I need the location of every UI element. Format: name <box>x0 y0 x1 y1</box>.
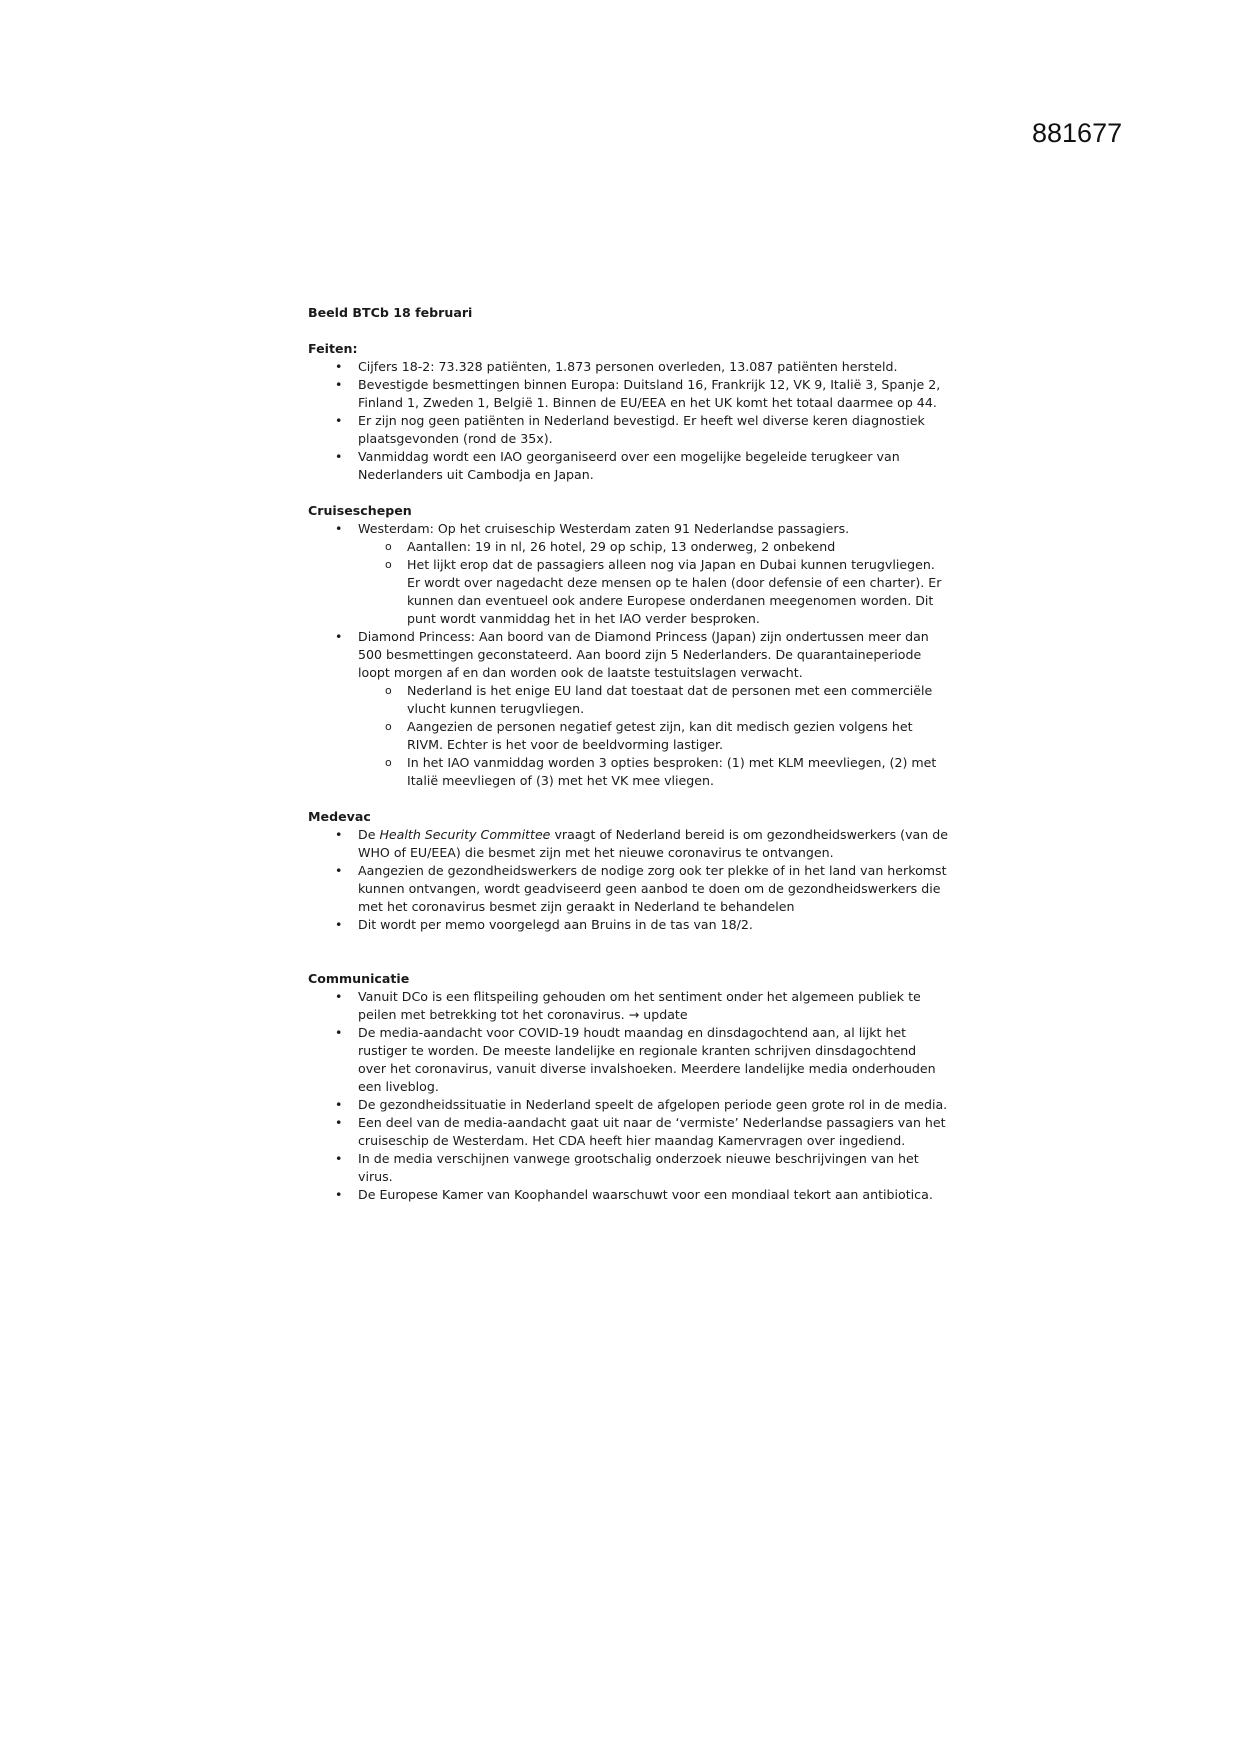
section-heading: Feiten: <box>308 341 358 356</box>
list-item: • De media-aandacht voor COVID-19 houdt maandag en dinsdagochtend aan, al lijkt het rustiger te worden. De meeste landelijke en regionale kranten schrijven dinsdagochtend over het coronavirus, vanuit diverse invalshoeken. Meerdere landelijke media onderhouden een liveblog. <box>308 1024 948 1096</box>
list-item: • In de media verschijnen vanwege grootschalig onderzoek nieuwe beschrijvingen van het virus. <box>308 1150 948 1186</box>
list-item: • Cijfers 18-2: 73.328 patiënten, 1.873 personen overleden, 13.087 patiënten hersteld. <box>308 358 948 376</box>
sub-list <box>358 538 948 628</box>
sub-list <box>358 682 948 790</box>
list-item: • Er zijn nog geen patiënten in Nederland bevestigd. Er heeft wel diverse keren diagnostiek plaatsgevonden (rond de 35x). <box>308 412 948 448</box>
list-item: • Aangezien de gezondheidswerkers de nodige zorg ook ter plekke of in het land van herkomst kunnen ontvangen, wordt geadviseerd geen aanbod te doen om de gezondheidswerkers die met het coronavirus besmet zijn geraakt in Nederland te behandelen <box>308 862 948 916</box>
bullet-list <box>308 520 948 790</box>
list-item <box>308 628 948 790</box>
document-number: 881677 <box>1032 118 1123 148</box>
sub-list-item: o Aantallen: 19 in nl, 26 hotel, 29 op schip, 13 onderweg, 2 onbekend <box>358 538 948 556</box>
list-item-text: Westerdam: Op het cruiseschip Westerdam zaten 91 Nederlandse passagiers. <box>358 521 850 536</box>
section-cruiseschepen <box>308 502 948 790</box>
document-body <box>308 304 948 1204</box>
sub-list-item: o Het lijkt erop dat de passagiers alleen nog via Japan en Dubai kunnen terugvliegen. Er wordt over nagedacht deze mensen op te halen (door defensie of een charter). Er kunnen dan eventueel ook andere Europese onderdanen meegenomen worden. Dit punt wordt vanmiddag het in het IAO verder besproken. <box>358 556 948 628</box>
list-item: • Dit wordt per memo voorgelegd aan Bruins in de tas van 18/2. <box>308 916 948 934</box>
list-item: • De Europese Kamer van Koophandel waarschuwt voor een mondiaal tekort aan antibiotica. <box>308 1186 948 1204</box>
document-title: Beeld BTCb 18 februari <box>308 305 473 320</box>
section-heading: Communicatie <box>308 971 410 986</box>
section-feiten <box>308 340 948 484</box>
section-medevac <box>308 808 948 934</box>
sub-list-item: o In het IAO vanmiddag worden 3 opties besproken: (1) met KLM meevliegen, (2) met Italië meevliegen of (3) met het VK mee vliegen. <box>358 754 948 790</box>
list-item: • Vanmiddag wordt een IAO georganiseerd over een mogelijke begeleide terugkeer van Nederlanders uit Cambodja en Japan. <box>308 448 948 484</box>
list-item: • Bevestigde besmettingen binnen Europa: Duitsland 16, Frankrijk 12, VK 9, Italië 3, Spanje 2, Finland 1, Zweden 1, België 1. Binnen de EU/EEA en het UK komt het totaal daarmee op 44. <box>308 376 948 412</box>
section-heading: Medevac <box>308 809 371 824</box>
bullet-list <box>308 826 948 934</box>
committee-name: Health Security Committee <box>379 827 551 842</box>
list-item: • De gezondheidssituatie in Nederland speelt de afgelopen periode geen grote rol in de media. <box>308 1096 948 1114</box>
list-item <box>308 826 948 862</box>
bullet-list <box>308 358 948 484</box>
list-item-text: vraagt of Nederland bereid is om gezondheidswerkers (van de WHO of EU/EEA) die besmet zijn met het nieuwe coronavirus te ontvangen. <box>358 827 948 860</box>
list-item <box>308 520 948 628</box>
list-item: • Een deel van de media-aandacht gaat uit naar de ‘vermiste’ Nederlandse passagiers van het cruiseschip de Westerdam. Het CDA heeft hier maandag Kamervragen over ingediend. <box>308 1114 948 1150</box>
section-communicatie <box>308 970 948 1204</box>
sub-list-item: o Aangezien de personen negatief getest zijn, kan dit medisch gezien volgens het RIVM. Echter is het voor de beeldvorming lastiger. <box>358 718 948 754</box>
bullet-list <box>308 988 948 1204</box>
list-item-text: De <box>358 827 380 842</box>
list-item-text: Diamond Princess: Aan boord van de Diamond Princess (Japan) zijn ondertussen meer dan 500 besmettingen geconstateerd. Aan boord zijn 5 Nederlanders. De quarantaineperiode loopt morgen af en dan worden ook de laatste testuitslagen verwacht. <box>358 629 929 680</box>
section-heading: Cruiseschepen <box>308 503 412 518</box>
list-item: • Vanuit DCo is een flitspeiling gehouden om het sentiment onder het algemeen publiek te peilen met betrekking tot het coronavirus. → update <box>308 988 948 1024</box>
sub-list-item: o Nederland is het enige EU land dat toestaat dat de personen met een commerciële vlucht kunnen terugvliegen. <box>358 682 948 718</box>
